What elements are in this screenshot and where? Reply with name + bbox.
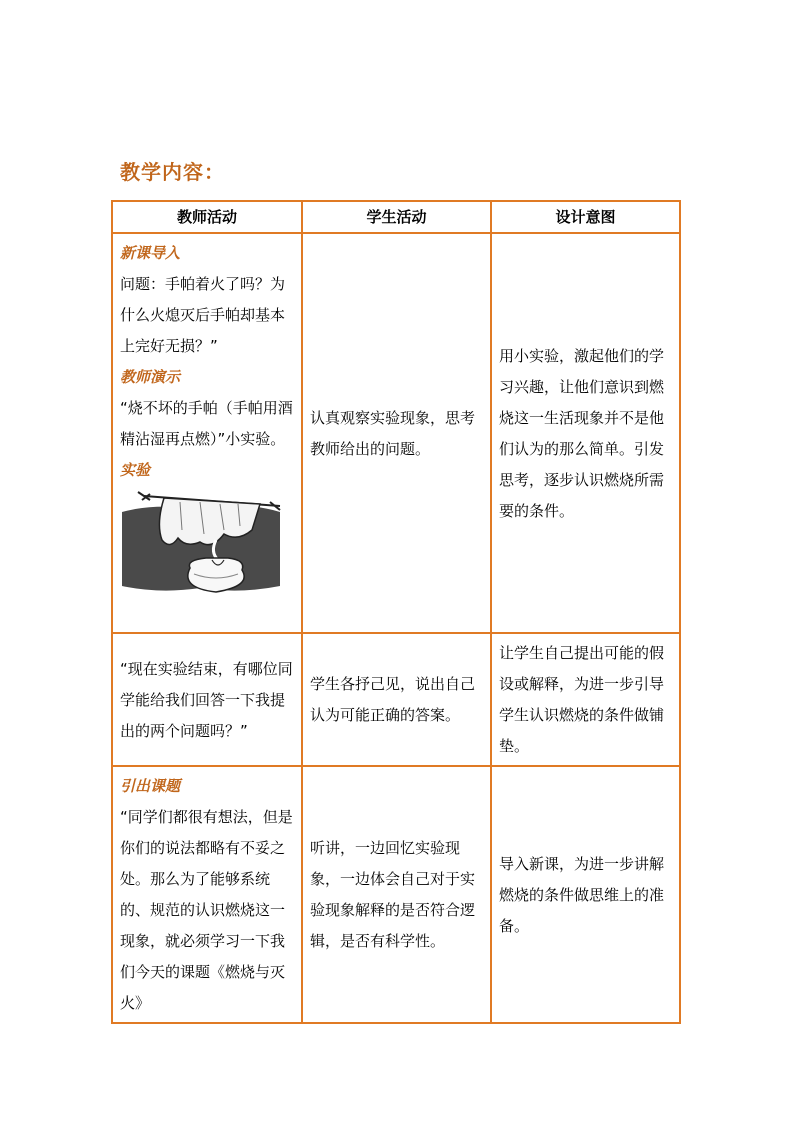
teacher-cell <box>112 233 302 633</box>
design-intent-text: 导入新课，为进一步讲解燃烧的条件做思维上的准备。 <box>499 854 665 935</box>
student-activity-text: 听讲，一边回忆实验现象，一边体会自己对于实验现象解释的是否符合逻辑，是否有科学性。 <box>310 839 476 950</box>
table-row <box>112 233 680 633</box>
teacher-cell <box>112 766 302 1023</box>
label-teacher-demo: 教师演示 <box>120 368 181 386</box>
label-experiment: 实验 <box>120 461 151 479</box>
design-cell <box>491 233 680 633</box>
teacher-prompt-text: “现在实验结束，有哪位同学能给我们回答一下我提出的两个问题吗？” <box>120 659 293 740</box>
table-row <box>112 766 680 1023</box>
header-student-activity: 学生活动 <box>302 201 491 233</box>
section-title: 教学内容： <box>120 160 225 184</box>
design-intent-text: 用小实验，激起他们的学习兴趣，让他们意识到燃烧这一生活现象并不是他们认为的那么简单。引发思考，逐步认识燃烧所需要的条件。 <box>499 346 665 520</box>
student-cell <box>302 633 491 766</box>
teacher-topic-text: “同学们都很有想法，但是你们的说法都略有不妥之处。那么为了能够系统的、规范的认识燃烧这一现象，就必须学习一下我们今天的课题《燃烧与灭火》 <box>120 808 293 1012</box>
table-row <box>112 633 680 766</box>
student-activity-text: 学生各抒己见，说出自己认为可能正确的答案。 <box>310 675 476 724</box>
design-cell <box>491 766 680 1023</box>
header-design-intent: 设计意图 <box>491 201 680 233</box>
table-header-row <box>112 201 680 233</box>
teacher-cell <box>112 633 302 766</box>
student-cell <box>302 233 491 633</box>
design-intent-text: 让学生自己提出可能的假设或解释，为进一步引导学生认识燃烧的条件做铺垫。 <box>499 644 665 755</box>
teacher-demo-text: “烧不坏的手帕（手帕用酒精沾湿再点燃）”小实验。 <box>120 399 293 448</box>
header-teacher-activity: 教师活动 <box>112 201 302 233</box>
student-activity-text: 认真观察实验现象，思考教师给出的问题。 <box>310 408 476 458</box>
teacher-question-text: 问题：手帕着火了吗？为什么火熄灭后手帕却基本上完好无损？” <box>120 275 286 355</box>
label-new-lesson-intro: 新课导入 <box>120 244 181 262</box>
student-cell <box>302 766 491 1023</box>
design-cell <box>491 633 680 766</box>
label-topic-intro: 引出课题 <box>120 777 181 795</box>
lesson-table <box>111 200 681 1024</box>
handkerchief-experiment-illustration <box>120 490 282 596</box>
